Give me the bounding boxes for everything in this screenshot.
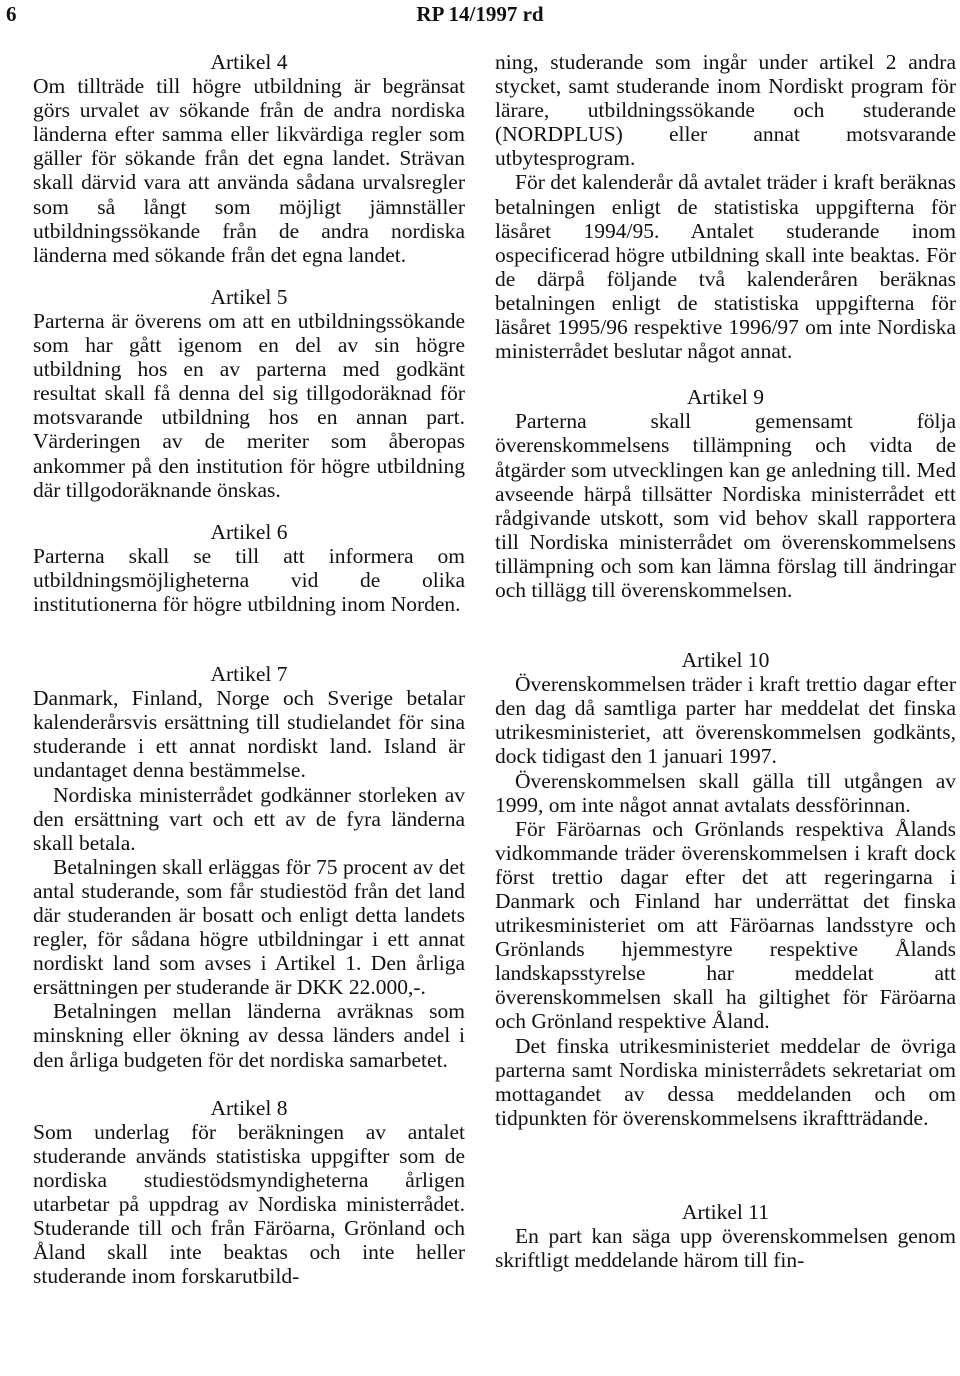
article-7-paragraph-4: Betalningen mellan länderna avräknas som minskning eller ökning av dessa länders andel i den årliga budgeten för det nordiska samarbetet. — [33, 999, 465, 1072]
article-6-paragraph-1: Parterna skall se till att informera om utbildningsmöjligheterna vid de olika institutionerna för högre utbildning inom Norden. — [33, 543, 465, 616]
article-6-heading: Artikel 6 — [210, 519, 288, 544]
article-11 — [495, 1200, 956, 1272]
article-7 — [33, 662, 465, 1072]
article-11-paragraph-1: En part kan säga upp överenskommelsen genom skriftligt meddelande härom till fin- — [495, 1224, 956, 1273]
article-10-paragraph-4: Det finska utrikesministeriet meddelar de övriga parterna samt Nordiska ministerrådets sekretariat om mottagandet av dessa meddelanden och om tidpunkten för överenskommelsens ikraftträdande. — [495, 1033, 956, 1130]
article-11-heading: Artikel 11 — [682, 1199, 769, 1224]
article-5-heading: Artikel 5 — [210, 284, 288, 309]
article-9 — [495, 385, 956, 602]
article-6 — [33, 520, 465, 616]
article-7-paragraph-3: Betalningen skall erläggas för 75 procent av det antal studerande, som får studiestöd från det land där studeranden är bosatt och enligt detta landets regler, för sådana högre utbildningar i ett annat nordiskt land som avses i Artikel 1. Den årliga ersättningen per studerande är DKK 22.000,-. — [33, 854, 465, 1000]
page-header — [0, 0, 960, 44]
article-7-paragraph-1: Danmark, Finland, Norge och Sverige betalar kalenderårsvis ersättning till studielandet för sina studerande i ett annat nordiskt land. Island är undantaget denna bestämmelse. — [33, 686, 465, 783]
article-8-continued — [495, 50, 956, 363]
article-5 — [33, 285, 465, 502]
article-5-paragraph-1: Parterna är överens om att en utbildningssökande som har gått igenom en del av sin högre utbildning hos en av parterna med godkänt resultat skall få denna del sig tillgodoräknad för motsvarande utbildning hos en annan part. Värderingen av de meriter som åberopas ankommer på den institution för högre utbildning där tillgodoräknande önskas. — [33, 308, 465, 502]
article-8-continued-paragraph-2: För det kalenderår då avtalet träder i kraft beräknas betalningen enligt de statistiska uppgifterna för läsåret 1994/95. Antalet studerande inom ospecificerad högre utbildning skall inte beaktas. För de därpå följande två kalenderåren beräknas betalningen enligt de statistiska uppgifterna för läsåret 1995/96 respektive 1996/97 om inte Nordiska ministerrådet beslutar något annat. — [495, 170, 956, 364]
article-8 — [33, 1096, 465, 1289]
article-9-heading: Artikel 9 — [686, 385, 765, 410]
article-4 — [33, 50, 465, 267]
article-7-heading: Artikel 7 — [210, 662, 288, 687]
article-7-paragraph-2: Nordiska ministerrådet godkänner storleken av den ersättning vart och ett av de fyra länderna skall betala. — [33, 782, 465, 855]
running-title: RP 14/1997 rd — [416, 2, 544, 26]
article-8-heading: Artikel 8 — [210, 1095, 288, 1120]
article-10-paragraph-2: Överenskommelsen skall gälla till utgången av 1999, om inte något annat avtalats dessförinnan. — [495, 768, 956, 817]
article-10-heading: Artikel 10 — [681, 648, 770, 673]
article-4-heading: Artikel 4 — [210, 50, 288, 74]
article-10 — [495, 648, 956, 1130]
article-10-paragraph-1: Överenskommelsen träder i kraft trettio dagar efter den dag då samtliga parter har meddelat det finska utrikesministeriet, att överenskommelsen godkänts, dock tidigast den 1 januari 1997. — [495, 672, 956, 769]
article-8-continued-paragraph-1: ning, studerande som ingår under artikel 2 andra stycket, samt studerande inom Nordiskt program för lärare, utbildningssökande och studerande (NORDPLUS) eller annat motsvarande utbytesprogram. — [495, 50, 956, 171]
left-column — [33, 50, 465, 1288]
article-9-paragraph-1: Parterna skall gemensamt följa överenskommelsens tillämpning och vidta de åtgärder som utvecklingen kan ge anledning till. Med avseende härpå tillsätter Nordiska ministerrådet ett rådgivande utskott, som vid behov skall rapportera till Nordiska ministerrådet om överenskommelsens tillämpning och som kan lämna förslag till ändringar och tillägg till överenskommelsen. — [495, 409, 956, 602]
article-8-paragraph-1: Som underlag för beräkningen av antalet studerande används statistiska uppgifter som de nordiska studiestödsmyndigheterna årligen utarbetar på uppdrag av Nordiska ministerrådet. Studerande till och från Färöarna, Grönland och Åland skall inte beaktas och inte heller studerande inom forskarutbild- — [33, 1119, 465, 1289]
right-column — [495, 50, 956, 1272]
article-4-paragraph-1: Om tillträde till högre utbildning är begränsat görs urvalet av sökande från de andra nordiska länderna efter samma eller likvärdiga regler som gäller för sökande från det egna landet. Strävan skall därvid vara att använda sådana urvalsregler som så långt som möjligt jämnställer utbildningssökande från de andra nordiska länderna med sökande från det egna landet. — [33, 74, 465, 267]
page-number: 6 — [6, 2, 17, 26]
article-10-paragraph-3: För Färöarnas och Grönlands respektiva Ålands vidkommande träder överenskommelsen i kraft dock först trettio dagar efter det att regeringarna i Danmark och Finland har underrättat det finska utrikesministeriet om att Färöarnas landsstyre och Grönlands hjemmestyre respektive Ålands landskapsstyrelse har meddelat att överenskommelsen skall ha giltighet för Färöarna och Grönland respektive Åland. — [495, 816, 956, 1034]
